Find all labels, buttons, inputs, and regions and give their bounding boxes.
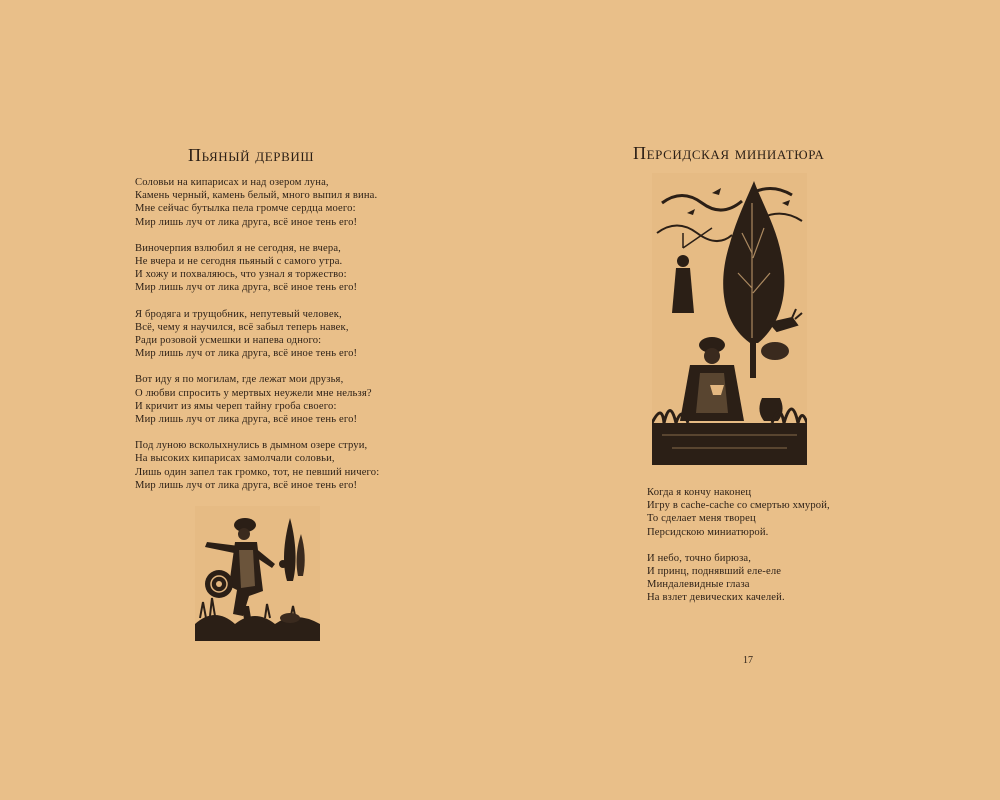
poem-line: И принц, поднявший еле-еле (647, 566, 782, 578)
poem-line: И небо, точно бирюза, (647, 552, 752, 564)
page-number: 17 (743, 655, 753, 666)
poem-line: Мир лишь луч от лика друга, всё иное тень его! (135, 479, 358, 491)
poem-line: Мир лишь луч от лика друга, всё иное тень его! (135, 348, 358, 360)
stanza (135, 373, 435, 426)
stanza (135, 439, 435, 492)
poem-line: Всё, чему я научился, всё забыл теперь навек, (135, 321, 349, 333)
poem-line: Не вчера и не сегодня пьяный с самого утра. (135, 256, 343, 268)
stanza (647, 486, 887, 539)
poem-line: Игру в cache-cache со смертью хмурой, (647, 500, 830, 512)
poem-line: Мир лишь луч от лика друга, всё иное тень его! (135, 282, 358, 294)
poem-line: На взлет девических качелей. (647, 592, 785, 604)
right-page (500, 0, 1000, 800)
woodcut-dervish-icon (195, 506, 320, 641)
poem-line: Вот иду я по могилам, где лежат мои друзья, (135, 374, 344, 386)
stanza (135, 242, 435, 295)
woodcut-persian-miniature-icon (652, 173, 807, 465)
poem-line: Мне сейчас бутылка пела громче сердца моего: (135, 203, 356, 215)
poem-line: На высоких кипарисах замолчали соловьи, (135, 453, 335, 465)
poem-body (135, 176, 435, 505)
poem-line: То сделает меня творец (647, 513, 756, 525)
stanza (135, 176, 435, 229)
poem-line: О любви спросить у мертвых неужели мне нельзя? (135, 387, 372, 399)
poem-title: Пьяный дервиш (188, 145, 315, 165)
poem-line: Я бродяга и трущобник, непутевый человек, (135, 308, 342, 320)
poem-line: Когда я кончу наконец (647, 487, 752, 498)
poem-line: Мир лишь луч от лика друга, всё иное тень его! (135, 216, 358, 228)
poem-line: Мир лишь луч от лика друга, всё иное тень его! (135, 414, 358, 426)
poem-line: Камень черный, камень белый, много выпил я вина. (135, 190, 378, 202)
poem-line: Лишь один запел так громко, тот, не певший ничего: (135, 466, 380, 478)
poem-line: Под луною всколыхнулись в дымном озере струи, (135, 440, 368, 452)
stanza (135, 308, 435, 361)
poem-line: Ради розовой усмешки и напева одного: (135, 335, 322, 347)
poem-line: Персидскою миниатюрой. (647, 526, 769, 538)
poem-title: Персидская миниатюра (633, 143, 825, 163)
poem-body (647, 486, 887, 618)
poem-line: И кричит из ямы череп тайну гроба своего: (135, 400, 337, 412)
poem-line: Соловьи на кипарисах и над озером луна, (135, 177, 329, 188)
poem-line: И хожу и похваляюсь, что узнал я торжество: (135, 269, 347, 281)
stanza (647, 552, 887, 605)
poem-line: Виночерпия взлюбил я не сегодня, не вчера, (135, 242, 341, 254)
poem-line: Миндалевидные глаза (647, 579, 750, 591)
